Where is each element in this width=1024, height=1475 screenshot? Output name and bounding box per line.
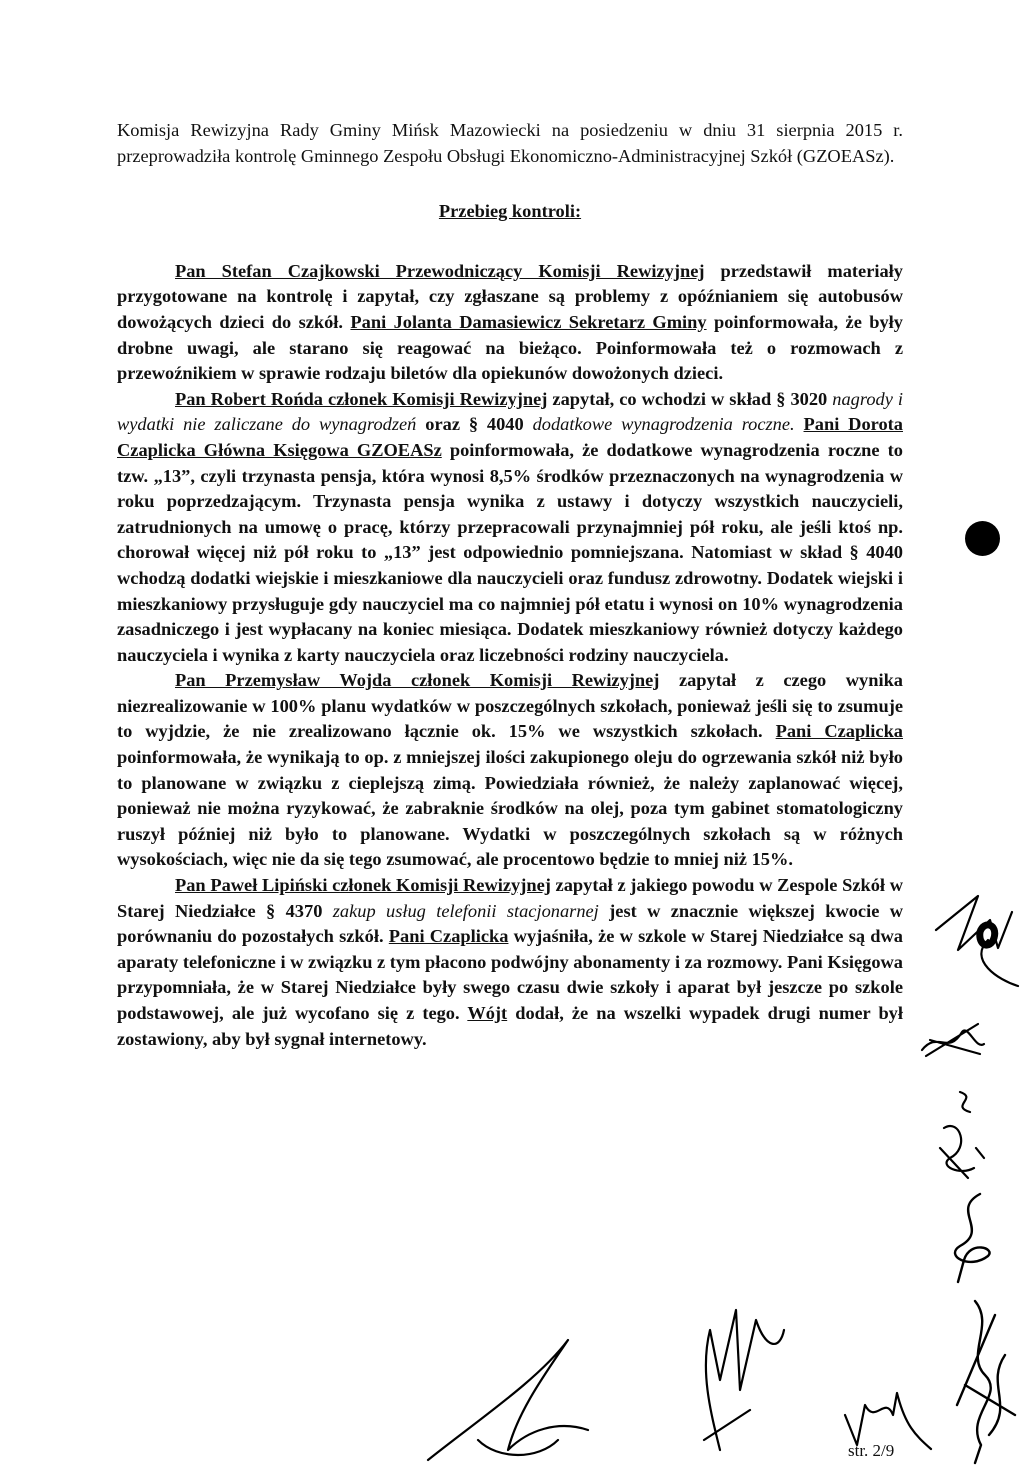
paragraph-4-italic-a: zakup usług telefonii stacjonarnej (332, 900, 599, 921)
paragraph-4-text-b: jest w znacznie większej kwocie w porównaniu do pozostałych szkół. (117, 900, 904, 947)
paragraph-2-text-a: zapytał, co wchodzi w skład § 3020 (547, 388, 833, 409)
paragraph-4-text-d: dodał, że na wszelki wypadek drugi numer był zostawiony, aby był sygnał internetowy. (117, 1003, 903, 1049)
signature-1 (928, 890, 1020, 990)
paragraph-2-italic-b: dodatkowe wynagrodzenia roczne. (532, 414, 795, 435)
paragraph-2-text-c (795, 414, 804, 434)
paragraph-3-text-b: poinformowała, że wynikają to op. z mniejszej ilości zakupionego oleju do ogrzewania szkół niż było to planowane w związku z cieplejszą zimą. Powiedziała również, że należy zaplanować więcej, ponieważ nie można ryzykować, że zabraknie środków na olej, poza tym gabinet stomatologiczny ruszył później niż było to planowane. Wydatki w poszczególnych szkołach są w różnych wysokościach, więc nie da się tego zsumować, ale procentowo będzie to mniej niż 15%. (117, 747, 903, 870)
signature-5 (945, 1295, 1020, 1465)
paragraph-2-text-b: oraz § 4040 (416, 414, 533, 435)
paragraph-3-text-a: zapytał z czego wynika niezrealizowanie w 100% planu wydatków w poszczególnych szkołach, ponieważ jeśli się to zsumuje to wyjdzie, że nie zrealizowano łącznie ok. 15% we wszystkich szkołach. (117, 670, 903, 742)
signature-4 (940, 1190, 1002, 1285)
speaker-lipinski: Pan Paweł Lipiński członek Komisji Rewizyjnej (175, 875, 551, 896)
paragraph-2-italic-a: nagrody i wydatki nie zaliczane do wynagrodzeń (117, 388, 904, 435)
speaker-wojda: Pan Przemysław Wojda członek Komisji Rewizyjnej (175, 670, 660, 691)
speaker-damasiewicz: Pani Jolanta Damasiewicz Sekretarz Gminy (350, 311, 707, 332)
paragraph-4-text-c: wyjaśniła, że w szkole w Starej Niedziałce są dwa aparaty telefoniczne i w związku z tym płacono podwójny abonamenty i za rozmowy. Pani Księgowa przypomniała, że w Starej Niedziałce były swego czasu dwie szkoły i aparat był jeszcze po szkole podstawowej, ale już wycofano się z tego. (117, 926, 903, 1023)
signature-3 (930, 1088, 990, 1183)
document-body (117, 118, 903, 1052)
section-heading: Przebieg kontroli: (438, 201, 582, 222)
signature-6 (418, 1330, 608, 1470)
paragraph-4 (117, 873, 903, 1052)
paragraph-2-text-d: poinformowała, że dodatkowe wynagrodzenia roczne to tzw. „13”, czyli trzynasta pensja, która wynosi 8,5% środków przeznaczonych na wynagrodzenia w roku poprzedzającym. Trzynasta pensja wynika z ustawy i dotyczy wszystkich nauczycieli, zatrudnionych na umowę o pracę, którzy przepracowali przynajmniej pół roku, ale jeśli ktoś np. chorował więcej niż pół roku to „13” jest odpowiednio pomniejszana. Natomiast w skład § 4040 wchodzą dodatki wiejskie i mieszkaniowe dla nauczycieli oraz fundusz zdrowotny. Dodatek wiejski i mieszkaniowy przysługuje gdy nauczyciel ma co najmniej pół etatu i wynosi on 10% wynagrodzenia zasadniczego i jest wypłacany na koniec miesiąca. Dodatek mieszkaniowy również dotyczy każdego nauczyciela i wynika z karty nauczyciela oraz liczebności rodziny nauczyciela. (117, 439, 903, 665)
speaker-czaplicka-2: Pani Czaplicka (388, 926, 509, 947)
paragraph-1-text-a: przedstawił materiały przygotowane na kontrolę i zapytał, czy zgłaszane są problemy z opóźnianiem się autobusów dowożących dzieci do szkół. (117, 260, 903, 332)
page-number: str. 2/9 (848, 1441, 895, 1460)
paragraph-4-text-a: zapytał z jakiego powodu w Zespole Szkół w Starej Niedziałce § 4370 (117, 875, 903, 921)
speaker-czaplicka-full: Pani Dorota Czaplicka Główna Księgowa GZOEASz (117, 414, 903, 460)
paragraph-2 (117, 387, 903, 669)
signature-7 (680, 1290, 790, 1460)
paragraph-1 (117, 259, 903, 387)
speaker-czaplicka: Pani Czaplicka (775, 721, 903, 742)
intro-paragraph: Komisja Rewizyjna Rady Gminy Mińsk Mazowiecki na posiedzeniu w dniu 31 sierpnia 2015 r. przeprowadziła kontrolę Gminnego Zespołu Obsługi Ekonomiczno-Administracyjnej Szkół (GZOEASz). (117, 120, 903, 166)
signature-2 (918, 1020, 988, 1060)
paragraph-3 (117, 668, 903, 873)
punch-hole-dot (965, 521, 1000, 556)
speaker-wojt: Wójt (467, 1003, 508, 1023)
speaker-ronda: Pan Robert Rońda członek Komisji Rewizyjnej (175, 388, 548, 409)
paragraph-1-text-b: poinformowała, że były drobne uwagi, ale starano się reagować na bieżąco. Poinformowała też o rozmowach z przewoźnikiem w sprawie rodzaju biletów dla opiekunów dowożonych dzieci. (117, 311, 903, 384)
speaker-czajkowski: Pan Stefan Czajkowski Przewodniczący Komisji Rewizyjnej (175, 260, 705, 281)
